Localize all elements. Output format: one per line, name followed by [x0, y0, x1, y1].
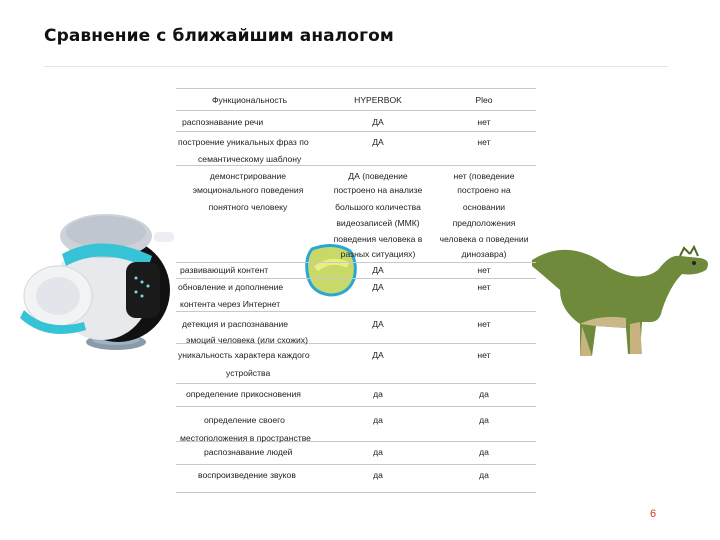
- hyperbok-value: большого количества: [335, 202, 421, 212]
- pleo-value: да: [479, 447, 489, 457]
- table-rule: [176, 110, 536, 111]
- pleo-value: нет: [477, 265, 491, 275]
- hyperbok-value: да: [373, 470, 383, 480]
- hyperbok-robot-image: [6, 192, 178, 356]
- pleo-value: да: [479, 470, 489, 480]
- pleo-value: построено на: [457, 185, 511, 195]
- feature-cell: воспроизведение звуков: [198, 470, 296, 480]
- feature-cell: распознавание речи: [182, 117, 264, 127]
- header-feature: Функциональность: [212, 95, 288, 105]
- feature-cell: определение своего: [204, 415, 285, 425]
- hyperbok-value: ДА: [372, 117, 384, 127]
- pleo-value: динозавра): [461, 249, 507, 259]
- page-number: 6: [650, 508, 657, 520]
- feature-cell: эмоций человека (или схожих): [186, 335, 308, 345]
- pleo-value: нет: [477, 350, 491, 360]
- hyperbok-value: ДА: [372, 319, 384, 329]
- feature-cell: распознавание людей: [204, 447, 293, 457]
- hyperbok-value: ДА: [372, 265, 384, 275]
- slide-title: Сравнение с ближайшим аналогом: [44, 26, 394, 46]
- hyperbok-value: видеозаписей (ММК): [336, 218, 420, 228]
- header-pleo: Pleo: [475, 95, 493, 105]
- feature-cell: семантическому шаблону: [198, 154, 302, 164]
- pleo-value: да: [479, 389, 489, 399]
- hyperbok-value: ДА (поведение: [348, 171, 408, 181]
- table-rule: [176, 492, 536, 493]
- hyperbok-value: ДА: [372, 282, 384, 292]
- pleo-value: нет: [477, 137, 491, 147]
- pleo-value: нет: [477, 117, 491, 127]
- hyperbok-value: разных ситуациях): [340, 249, 416, 259]
- hyperbok-value: да: [373, 447, 383, 457]
- pleo-value: нет (поведение: [453, 171, 515, 181]
- feature-cell: понятного человеку: [208, 202, 288, 212]
- title-divider: [44, 66, 668, 67]
- feature-cell: демонстрирование: [209, 171, 287, 181]
- feature-cell: построение уникальных фраз по: [178, 137, 309, 147]
- hyperbok-value: построено на анализе: [333, 185, 423, 195]
- pleo-value: основании: [462, 202, 506, 212]
- pleo-value: человека о поведении: [439, 234, 529, 244]
- feature-cell: контента через Интернет: [180, 299, 281, 309]
- feature-cell: определение прикосновения: [186, 389, 301, 399]
- feature-cell: детекция и распознавание: [182, 319, 289, 329]
- feature-cell: эмоционального поведения: [192, 185, 304, 195]
- hyperbok-value: поведения человека в: [333, 234, 423, 244]
- pleo-dinosaur-image: [530, 214, 720, 366]
- pleo-value: да: [479, 415, 489, 425]
- header-hyperbok: HYPERBOK: [354, 95, 402, 105]
- feature-cell: устройства: [226, 368, 271, 378]
- table-rule: [176, 88, 536, 89]
- pleo-value: нет: [477, 282, 491, 292]
- table-rule: [176, 406, 536, 407]
- feature-cell: уникальность характера каждого: [178, 350, 310, 360]
- feature-cell: местоположения в пространстве: [180, 433, 311, 443]
- pleo-value: нет: [477, 319, 491, 329]
- pleo-value: предположения: [452, 218, 516, 228]
- feature-cell: развивающий контент: [180, 265, 269, 275]
- hyperbok-value: ДА: [372, 350, 384, 360]
- hyperbok-value: да: [373, 389, 383, 399]
- hyperbok-value: ДА: [372, 137, 384, 147]
- hyperbok-value: да: [373, 415, 383, 425]
- feature-cell: обновление и дополнение: [178, 282, 284, 292]
